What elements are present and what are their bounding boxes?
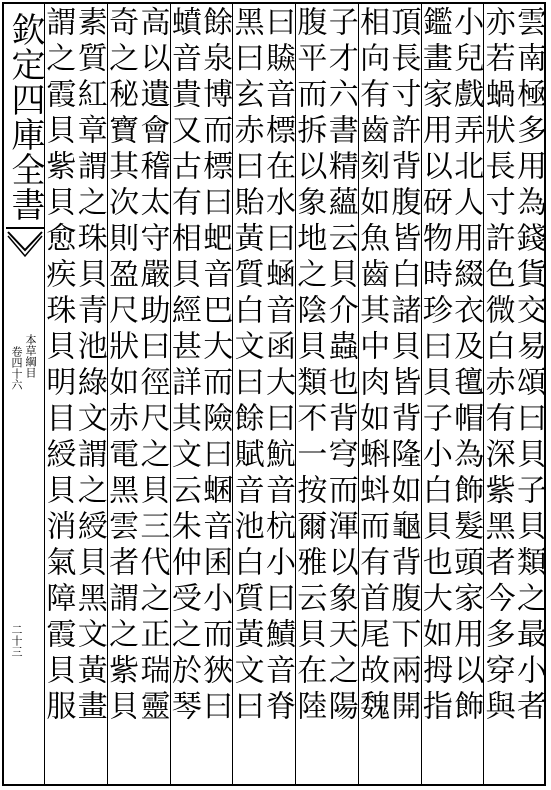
- column-rule: [421, 2, 422, 786]
- volume-number: 卷四十六: [10, 346, 23, 390]
- book-title: 本草綱目: [24, 334, 37, 378]
- text-column: [385, 6, 421, 784]
- column-text: 腹平而拆以象地之陰貝類不一按爾雅云貝在陸: [291, 6, 327, 726]
- column-text: 頂長寸許背腹皆白諸貝皆背隆如龜背腹下兩開: [385, 6, 421, 726]
- column-text: 奇之秘寶其次則盈尺狀如赤電黑雲者謂之紫貝: [103, 6, 139, 726]
- column-text: 子才六書精蘊云貝介蟲也背穹而渾以象天之陽: [322, 6, 358, 726]
- text-column: [71, 6, 107, 784]
- column-text: 黑曰玄赤曰貽黃質白文曰餘賦音池白質黃文曰: [228, 6, 264, 726]
- column-text: 亦若蝸狀長寸許色微白赤有深紫黑者今多穿與: [479, 6, 515, 726]
- column-text: 相向有齒刻如魚齒其中肉如蝌蚪而有首尾故魏: [354, 6, 390, 726]
- text-column: [322, 6, 358, 784]
- text-column: [448, 6, 484, 784]
- text-column: [513, 6, 544, 784]
- column-text: 小兒戲弄北人用綴衣及氊帽為飾髮頭家用以飾: [448, 6, 484, 726]
- book-series-title: 欽定四庫全書: [5, 12, 45, 222]
- text-column: [228, 6, 264, 784]
- text-column: [165, 6, 201, 784]
- column-rule: [232, 2, 233, 786]
- text-column: [262, 6, 293, 784]
- column-text: 餘泉博而標曰蚆音巴大而險曰蜠音囷小而狹曰: [197, 6, 233, 726]
- fish-tail-mark-icon: [6, 222, 44, 282]
- column-text: 素質紅章謂之珠貝青池綠文謂之綬貝黑文黃畫: [71, 6, 107, 726]
- column-text: 謂之霞貝紫貝愈疾珠貝明目綬貝消氣障霞貝服: [40, 6, 76, 726]
- column-rule: [358, 2, 359, 786]
- text-column: [479, 6, 515, 784]
- column-rule: [44, 2, 45, 786]
- text-column: [291, 6, 327, 784]
- column-text: 蟦音貴又古有相貝經甚詳其文云朱仲受之於琴: [165, 6, 201, 726]
- column-text: 雲南極多用為錢貨交易頌曰貝子貝類之最小者: [511, 6, 546, 726]
- text-column: [103, 6, 139, 784]
- text-column: [40, 6, 76, 784]
- page-margin: [4, 4, 44, 784]
- column-rule: [483, 2, 484, 786]
- text-column: [134, 6, 170, 784]
- column-rule: [170, 2, 171, 786]
- page-number: 二十三: [10, 624, 23, 657]
- column-rule: [295, 2, 296, 786]
- column-rule: [107, 2, 108, 786]
- column-text: 高以遺會稽太守嚴助曰徑尺之貝三代之正瑞靈: [134, 6, 170, 726]
- column-text: 曰贆音標在水曰蜬音函大曰魧音杭小曰鰿音脊: [260, 6, 295, 726]
- text-column: [197, 6, 233, 784]
- column-text: 鑑畫家用以砑物時珍曰貝子小白貝也大如拇指: [416, 6, 452, 726]
- text-column: [416, 6, 452, 784]
- text-column: [354, 6, 390, 784]
